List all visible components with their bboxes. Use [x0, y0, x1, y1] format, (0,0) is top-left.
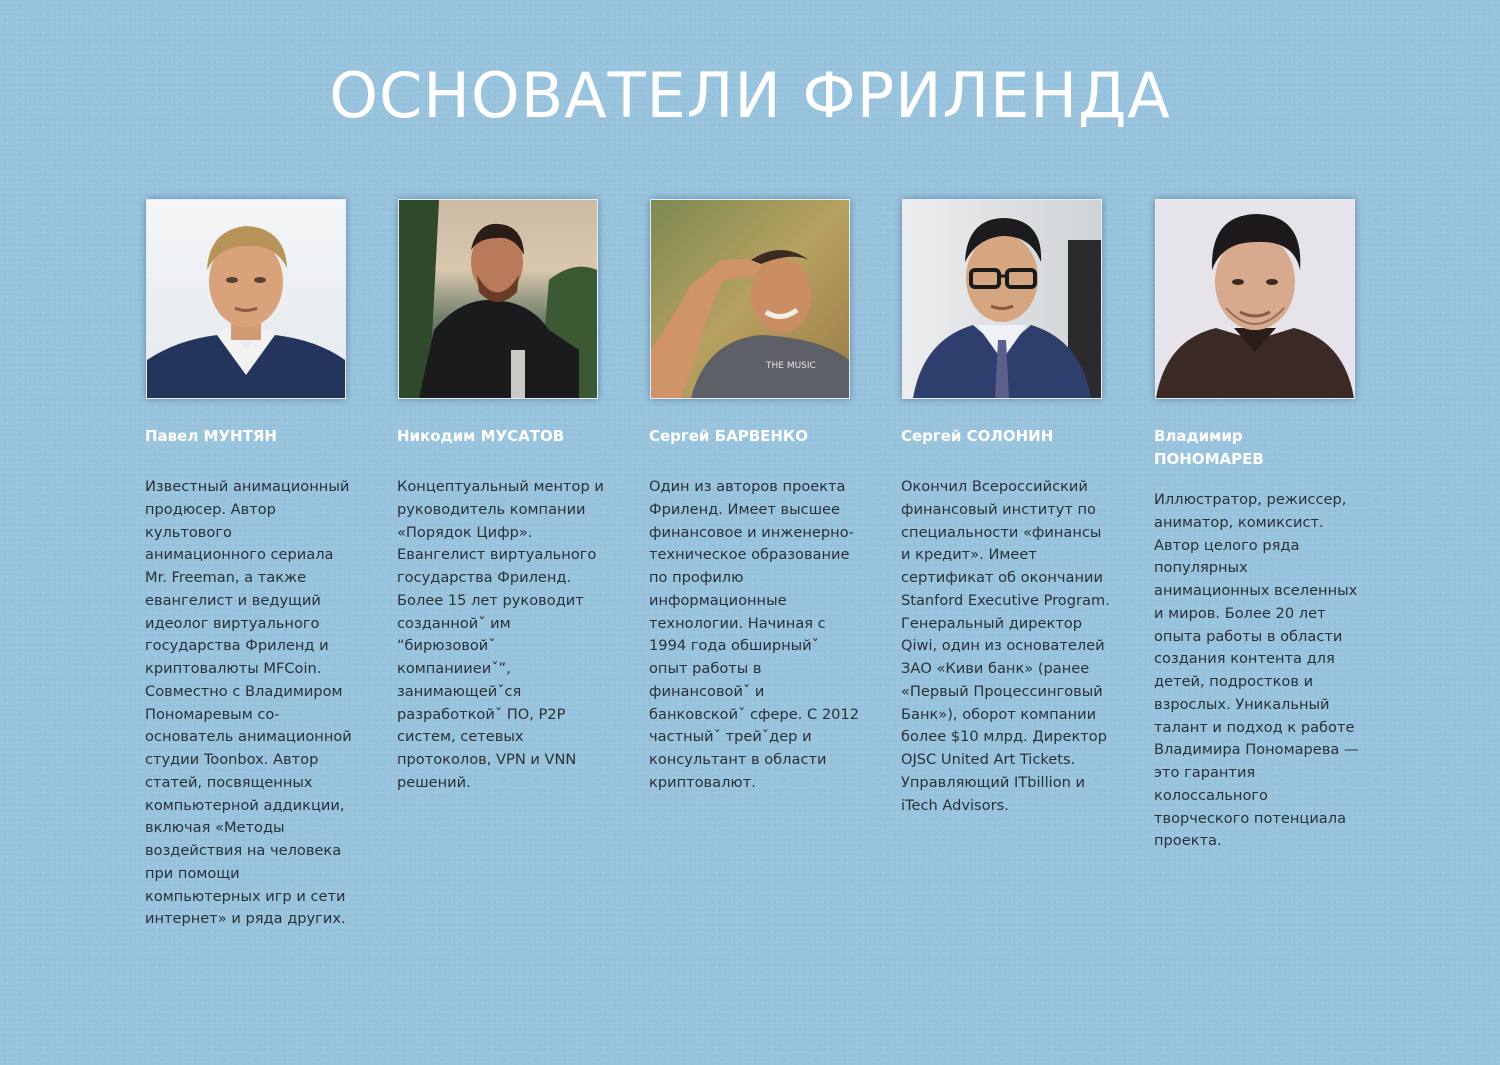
founder-photo — [1155, 199, 1355, 399]
founder-bio: Известный анимационный продюсер. Автор культового анимационного сериала Mr. Freeman, а также евангелист и ведущий идеолог виртуального государства Фриленд и криптовалюты MFCoin. Совместно с Владимиром Пономаревым со-основатель анимационной студии Toonbox. Автор статей, посвященных компьютерной аддикции, включая «Методы воздействия на человека при помощи компьютерных игр и сети интернет» и ряда других. — [145, 478, 352, 928]
founder-card-barvenko — [649, 199, 861, 795]
founder-card-musatov — [397, 199, 609, 795]
founder-photo — [146, 199, 346, 399]
founder-bio: Окончил Всероссийский финансовый институт по специальности «финансы и кредит». Имеет сертификат об окончании Stanford Executive Program. Генеральный директор Qiwi, один из основателей ЗАО «Киви банк» (ранее «Первый Процессинговый Банк»), оборот компании более $10 млрд. Директор OJSC United Art Tickets. Управляющий ITbillion и iTech Advisors. — [901, 478, 1110, 814]
founder-bio: Иллюстратор, режиссер, аниматор, комиксист. Автор целого ряда популярных анимационных вселенных и миров. Более 20 лет опыта работы в области создания контента для детей, подростков и взрослых. Уникальный талант и подход к работе Владимира Пономарева — это гарантия колоссального творческого потенциала проекта. — [1154, 491, 1359, 850]
portrait-image — [1156, 200, 1354, 398]
founder-name: Владимир ПОНОМАРЕВ — [1154, 427, 1264, 468]
founder-name: Павел МУНТЯН — [145, 427, 277, 445]
founder-photo — [398, 199, 598, 399]
founder-photo — [902, 199, 1102, 399]
portrait-image — [903, 200, 1101, 398]
portrait-image — [651, 200, 849, 398]
svg-text:THE MUSIC: THE MUSIC — [766, 361, 816, 371]
founder-name: Сергей СОЛОНИН — [901, 427, 1054, 445]
founder-card-ponomarev — [1154, 199, 1366, 853]
founder-card-solonin — [901, 199, 1113, 817]
founder-bio: Один из авторов проекта Фриленд. Имеет высшее финансовое и инженерно-техническое образование по профилю информационные технологии. Начиная с 1994 года обширныйˇ опыт работы в финансовойˇ и банковскойˇ сфере. С 2012 частныйˇ трейˇдер и консультант в области криптовалют. — [649, 478, 859, 791]
founder-name: Сергей БАРВЕНКО — [649, 427, 808, 445]
founder-photo — [650, 199, 850, 399]
founder-bio: Концептуальный ментор и руководитель компании «Порядок Цифр». Евангелист виртуального государства Фриленд. Более 15 лет руководит созданнойˇ им “бирюзовойˇ компанииеиˇ”, занимающейˇся разработкойˇ ПО, P2P систем, сетевых протоколов, VPN и VNN решений. — [397, 478, 604, 791]
founder-name: Никодим МУСАТОВ — [397, 427, 565, 445]
page-title: ОСНОВАТЕЛИ ФРИЛЕНДА — [329, 59, 1171, 132]
founder-card-muntyan — [145, 199, 357, 931]
portrait-image — [399, 200, 597, 398]
portrait-image — [147, 200, 345, 398]
